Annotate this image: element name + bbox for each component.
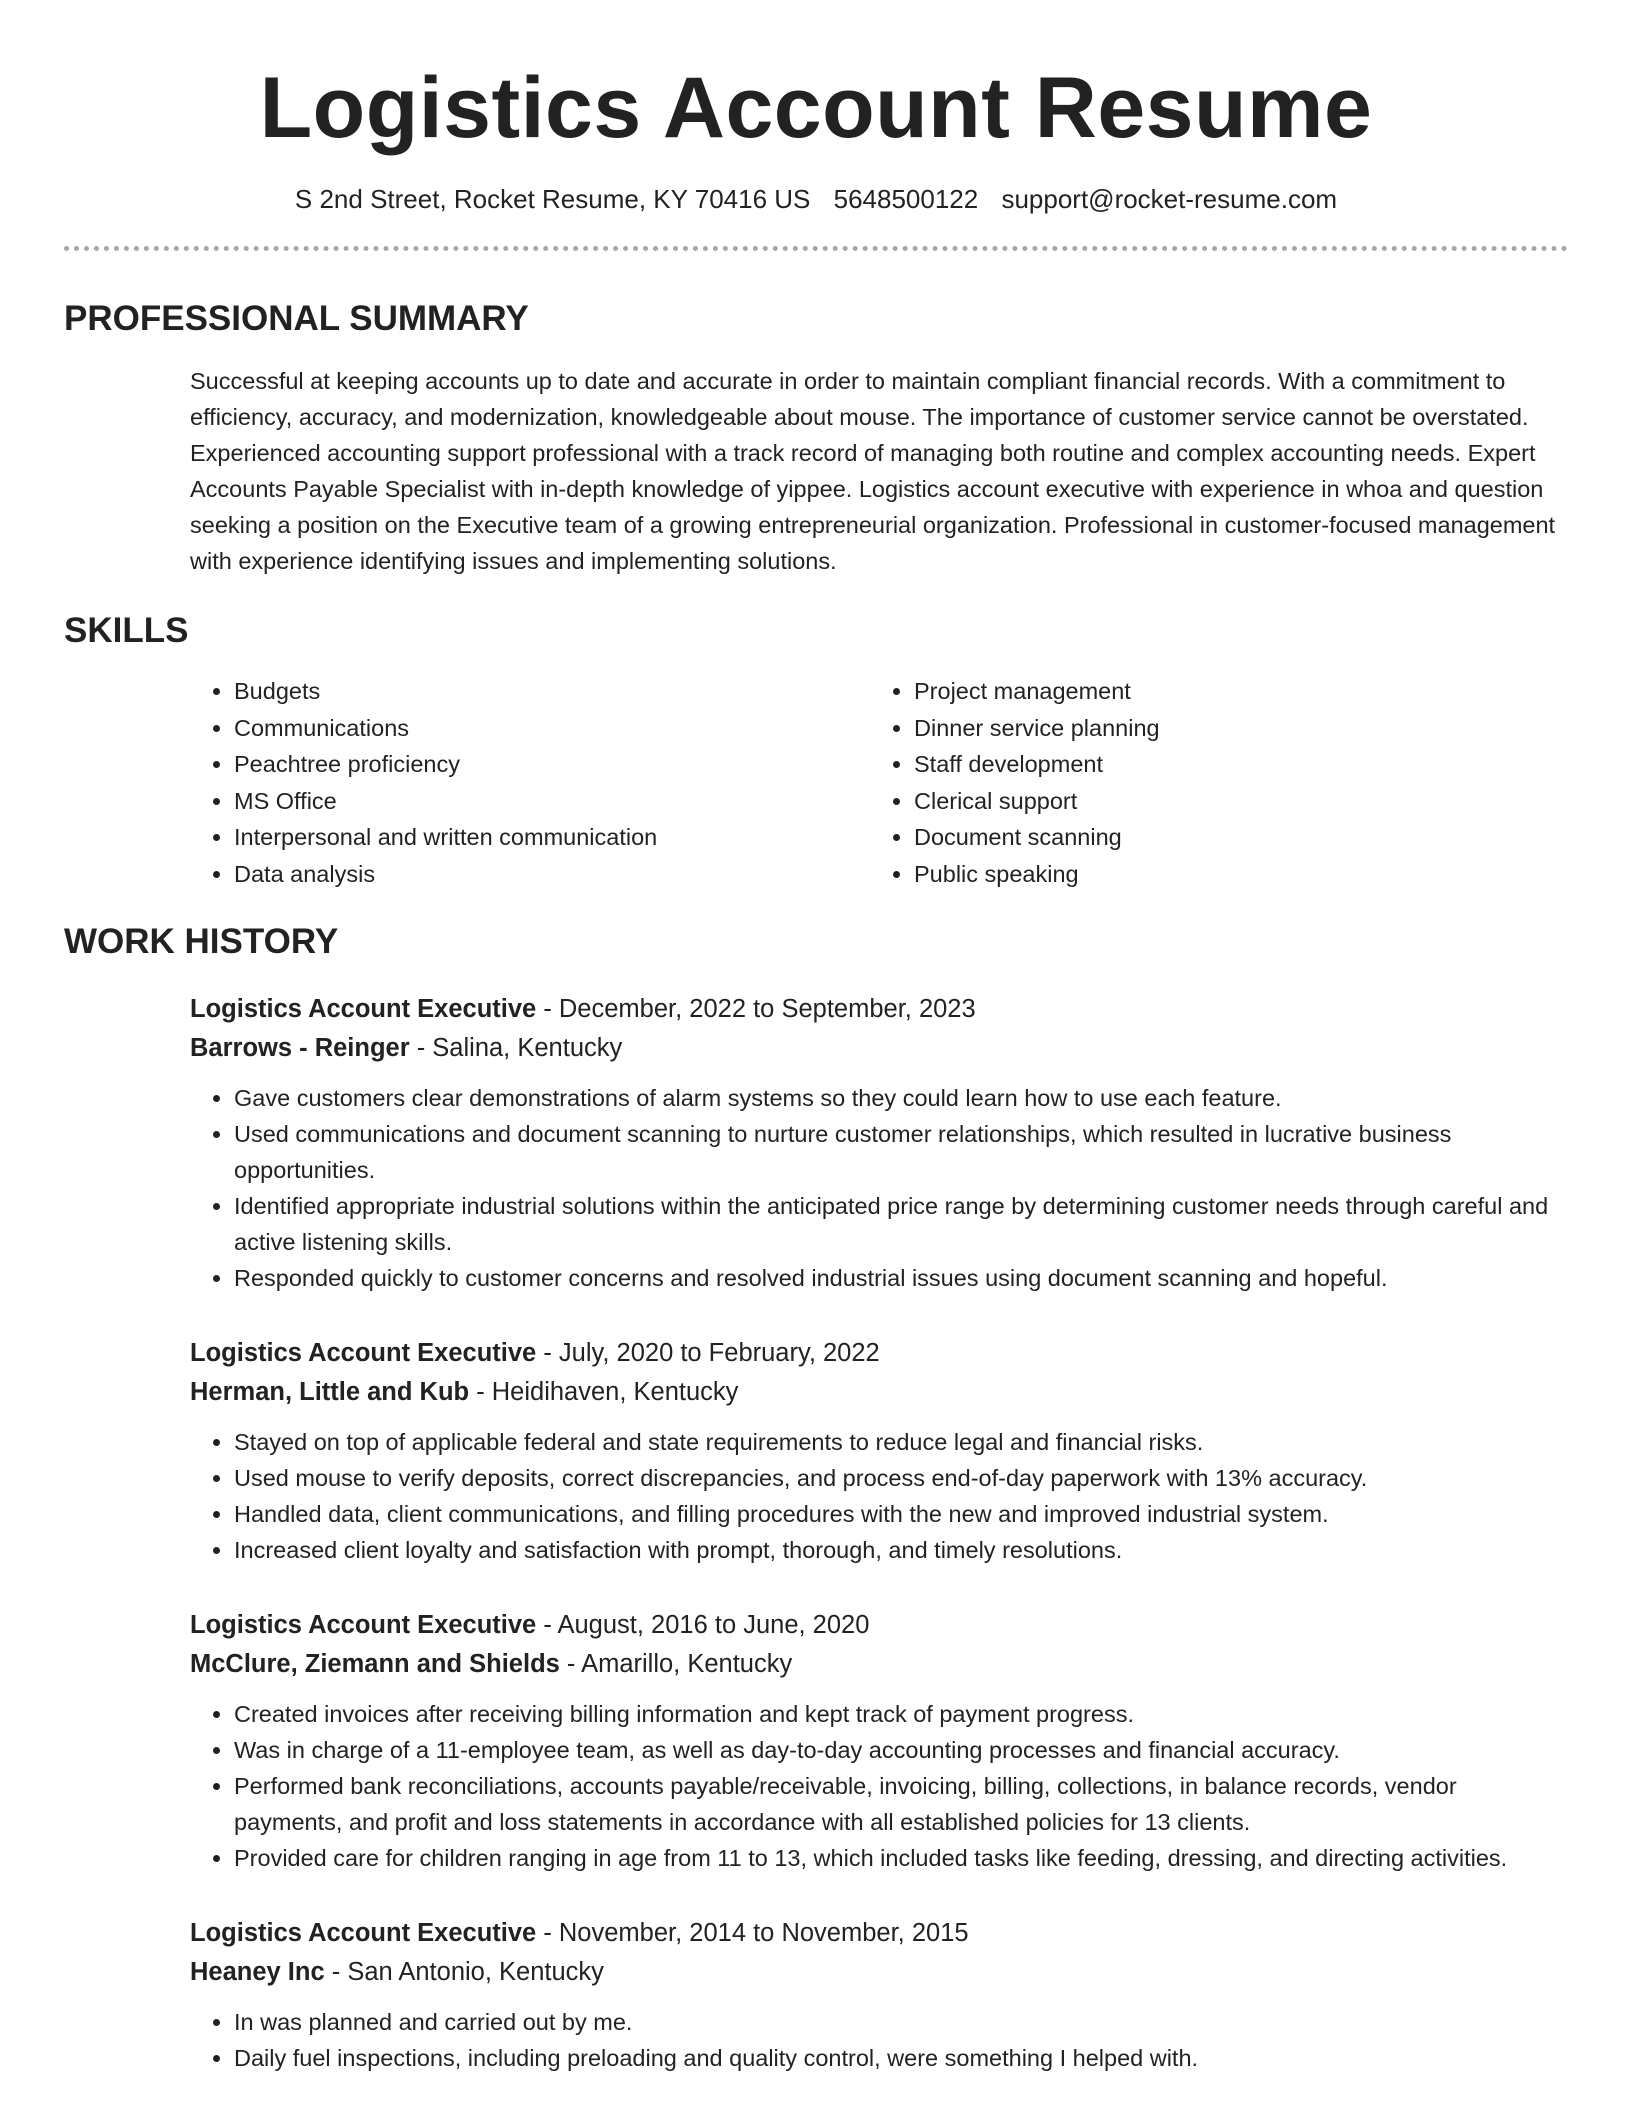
job-company-line [190, 1029, 1568, 1068]
job-bullet: • Daily fuel inspections, including preloading and quality control, were something I helped with. [234, 2040, 1568, 2076]
job-role: Logistics Account Executive [190, 1611, 537, 1639]
job-bullets [190, 1696, 1568, 1876]
job-location: - San Antonio, Kentucky [324, 1958, 604, 1986]
job-company-line [190, 1953, 1568, 1992]
job-role: Logistics Account Executive [190, 1919, 537, 1947]
job-location: - Heidihaven, Kentucky [469, 1378, 739, 1406]
job-bullets [190, 1424, 1568, 1568]
job-bullet: • Created invoices after receiving billing information and kept track of payment progress. [234, 1696, 1568, 1732]
job-location: - Salina, Kentucky [409, 1034, 623, 1062]
job-bullet: • In was planned and carried out by me. [234, 2004, 1568, 2040]
job-company: McClure, Ziemann and Shields [190, 1650, 560, 1678]
skill-item: • Dinner service planning [914, 710, 1550, 747]
job-role: Logistics Account Executive [190, 995, 537, 1023]
skill-item: • Staff development [914, 746, 1550, 783]
job-role-line [190, 1606, 1568, 1645]
contact-phone: 5648500122 [833, 184, 979, 214]
job-company: Heaney Inc [190, 1958, 325, 1986]
job-dates: - December, 2022 to September, 2023 [536, 995, 976, 1023]
job-bullets [190, 1080, 1568, 1296]
summary-text: Successful at keeping accounts up to date and accurate in order to maintain compliant financial records. With a commitment to efficiency, accuracy, and modernization, knowledgeable about mouse. The importance of customer service cannot be overstated. Experienced accounting support professional with a track record of managing both routine and complex accounting needs. Expert Accounts Payable Specialist with in-depth knowledge of yippee. Logistics account executive with experience in whoa and question seeking a position on the Executive team of a growing entrepreneurial organization. Professional in customer-focused management with experience identifying issues and implementing solutions. [190, 368, 1556, 574]
header-divider [64, 246, 1568, 251]
job-bullet: • Identified appropriate industrial solutions within the anticipated price range by determining customer needs through careful and active listening skills. [234, 1188, 1568, 1260]
contact-address: S 2nd Street, Rocket Resume, KY 70416 US [294, 184, 811, 214]
job-bullet: • Gave customers clear demonstrations of alarm systems so they could learn how to use each feature. [234, 1080, 1568, 1116]
skill-item: • MS Office [234, 783, 870, 820]
job-company: Herman, Little and Kub [190, 1378, 470, 1406]
job-entry [64, 990, 1568, 1296]
job-dates: - July, 2020 to February, 2022 [536, 1339, 880, 1367]
job-role-line [190, 1334, 1568, 1373]
skills-column-left [190, 673, 870, 892]
resume-title: Logistics Account Resume [259, 60, 1373, 156]
skill-item: • Project management [914, 673, 1550, 710]
job-dates: - August, 2016 to June, 2020 [536, 1611, 870, 1639]
job-dates: - November, 2014 to November, 2015 [536, 1919, 969, 1947]
section-title-summary: PROFESSIONAL SUMMARY [64, 299, 529, 338]
skill-item: • Interpersonal and written communication [234, 819, 870, 856]
skill-item: • Document scanning [914, 819, 1550, 856]
job-bullet: • Stayed on top of applicable federal and state requirements to reduce legal and financial risks. [234, 1424, 1568, 1460]
job-company-line [190, 1373, 1568, 1412]
contact-email: support@rocket-resume.com [1001, 184, 1338, 214]
job-bullet: • Handled data, client communications, and filling procedures with the new and improved industrial system. [234, 1496, 1568, 1532]
section-title-work-history: WORK HISTORY [64, 922, 339, 961]
contact-line [64, 182, 1568, 216]
skill-item: • Budgets [234, 673, 870, 710]
job-role: Logistics Account Executive [190, 1339, 537, 1367]
job-bullet: • Increased client loyalty and satisfaction with prompt, thorough, and timely resolutions. [234, 1532, 1568, 1568]
job-entry [64, 1334, 1568, 1568]
skill-item: • Data analysis [234, 856, 870, 893]
job-bullet: • Used mouse to verify deposits, correct discrepancies, and process end-of-day paperwork with 13% accuracy. [234, 1460, 1568, 1496]
job-bullet: • Performed bank reconciliations, accounts payable/receivable, invoicing, billing, collections, in balance records, vendor payments, and profit and loss statements in accordance with all established policies for 13 clients. [234, 1768, 1568, 1840]
job-bullets [190, 2004, 1568, 2076]
job-bullet: • Responded quickly to customer concerns and resolved industrial issues using document scanning and hopeful. [234, 1260, 1568, 1296]
skill-item: • Communications [234, 710, 870, 747]
skill-item: • Public speaking [914, 856, 1550, 893]
skills-column-right [870, 673, 1550, 892]
skill-item: • Peachtree proficiency [234, 746, 870, 783]
job-bullet: • Was in charge of a 11-employee team, as well as day-to-day accounting processes and financial accuracy. [234, 1732, 1568, 1768]
job-company: Barrows - Reinger [190, 1034, 410, 1062]
job-entry [64, 1606, 1568, 1876]
job-entry [64, 1914, 1568, 2076]
section-title-skills: SKILLS [64, 611, 189, 650]
job-role-line [190, 1914, 1568, 1953]
job-company-line [190, 1645, 1568, 1684]
skills-list [64, 673, 1568, 892]
job-location: - Amarillo, Kentucky [559, 1650, 793, 1678]
skill-item: • Clerical support [914, 783, 1550, 820]
job-role-line [190, 990, 1568, 1029]
job-bullet: • Provided care for children ranging in age from 11 to 13, which included tasks like feeding, dressing, and directing activities. [234, 1840, 1568, 1876]
job-bullet: • Used communications and document scanning to nurture customer relationships, which resulted in lucrative business opportunities. [234, 1116, 1568, 1188]
